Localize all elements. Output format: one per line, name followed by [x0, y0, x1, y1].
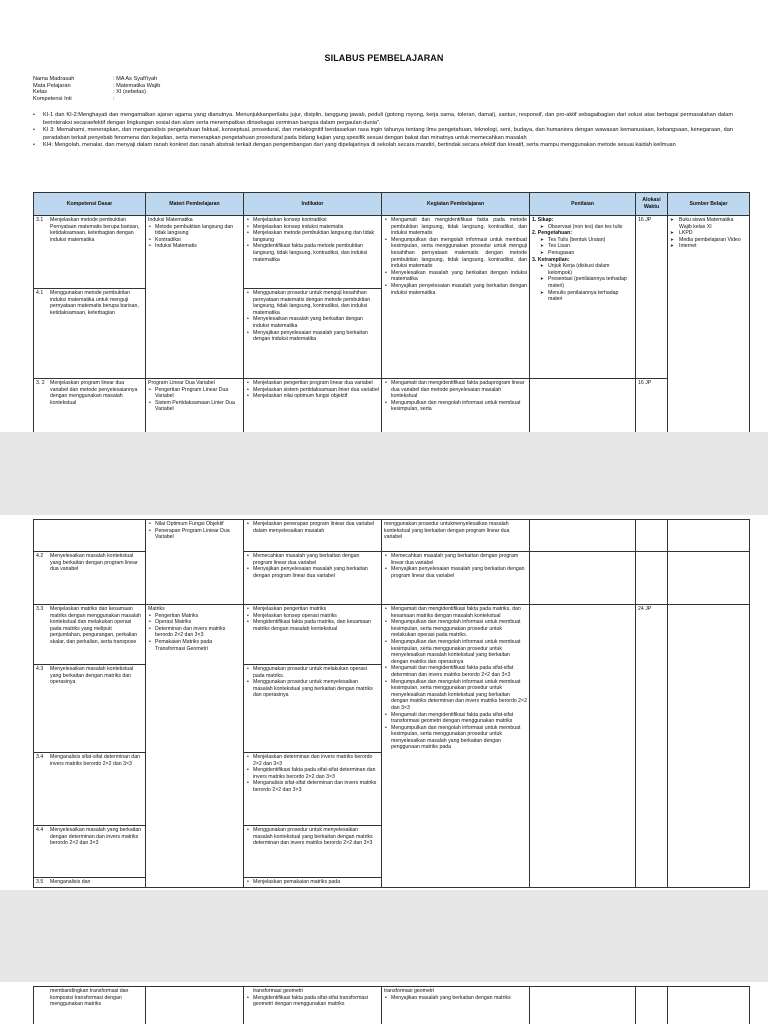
penilaian-heading: Pengetahuan: [537, 230, 573, 237]
kegiatan-item: • Mengumpulkan dan mengolah informasi untuk membuat kesimpulan, serta menggunakan prosedur untuk menguji kesahihan pernyataan matematis dengan metode pembuktian langsung, tidak langsung, kontradiksi, dan induksi matematis [391, 237, 527, 270]
indikator-item: • Menggunakan prosedur untuk menyelesaikan masalah kontekstual yang berkaitan dengan matriks dan operasinya [253, 679, 379, 699]
indikator-item: • Menggunakan prosedur untuk melakukan operasi pada matriks. [253, 666, 379, 679]
materi-item: • Pengertian Matriks [155, 613, 241, 620]
indikator-item: • Menjelaskan pengertian matriks [253, 606, 379, 613]
kd-text: Menyelesaikan masalah kontekstual yang berkaitan dengan program linear dua variabel [50, 553, 138, 573]
kd-text: Menganalisis dan [50, 879, 91, 885]
materi-item: • Pemakaian Matriks pada Transformasi Geometri [155, 639, 241, 652]
indikator-item: • Menganalisis sifat-sifat determinan dan invers matriks berordo 2×2 dan 3×3 [253, 780, 379, 793]
penilaian-number: 3. [532, 256, 537, 263]
penilaian-item: ➤ Tes Lisan [548, 243, 633, 250]
meta-value: : [113, 95, 115, 102]
indikator-item: • Menjelaskan pengertian program linear dua variabel [253, 380, 379, 387]
indikator-item: • Menjelaskan penerapan program liniear dua variabel dalam menyelesaikan masalah [253, 521, 379, 534]
sumber-item: ➤ Internet [679, 243, 747, 250]
kd-text: Menganalisis sifat-sifat determinan dan invers matriks berordo 2×2 dan 3×3 [50, 754, 140, 767]
kd-number: 3. 2 [36, 380, 45, 386]
meta-value: : MA As Syafi'iyah [113, 76, 158, 82]
table-row [34, 552, 750, 605]
syllabus-table-continued [33, 519, 750, 888]
penilaian-item: ➤ Presentasi (penilaiannya terhadap materi) [548, 276, 633, 289]
kegiatan-item: • Mengumpulkan dan mengolah informasi untuk membuat kesimpulan, serta menggunakan prosedur untuk menyelesaikan masalah yang berkaitan dengan penggunaan matriks pada [391, 725, 527, 751]
indikator-item: • Menggunakan prosedur untuk menyelesaikan masalah kontekstual yang berkaitan dengan matriks determinan dan invers matriks berordo 2×2 dan 3×3 [253, 827, 379, 847]
kegiatan-item: • Memecahkan masalah yang berkaitan dengan program linear dua variabel [391, 553, 527, 566]
penilaian-list [532, 217, 633, 303]
meta-label: Kelas [33, 89, 47, 96]
kegiatan-item: • Menyelesaikan masalah yang berkaitan dengan induksi matematika [391, 270, 527, 283]
penilaian-heading: Ketrampilan: [537, 256, 570, 263]
meta-label: Nama Madrasah [33, 76, 75, 82]
indikator-item: • Mengidentifikasi fakta pada metode pembuktian langsung, tidak langsung, kontradiksi, dan induksi matematika [253, 243, 379, 263]
kegiatan-text: transformasi geometri [384, 988, 435, 994]
indikator-item: • Menjelaskan sistem pertidaksamaan linier dua variabel [253, 387, 379, 394]
kegiatan-item: • Menyajikan masalah yang berkaitan dengan matriks [391, 995, 527, 1002]
penilaian-item: ➤ Penugasan [548, 250, 633, 257]
ki-item: • KI4: Mengolah, menalar, dan menyaji dalam ranah konkret dan ranah abstrak terkait dengan pengembangan dari yang dipelajarinya di sekolah secara mandiri, bertindak secara efektif dan kreatif, serta mampu menggunakan metode sesuai kaidah keilmuan [33, 142, 733, 150]
kegiatan-text: menggunakan prosedur untukmenyelesaikan masalah kontekstual yang berkaitan dengan program linear dua variabel [382, 520, 530, 552]
table-header-row [34, 193, 750, 216]
column-header: Materi Pembelajaran [146, 193, 244, 216]
table-row [34, 987, 750, 1024]
kegiatan-item: • Mengamati dan mengidentifikasi fakta pada sifat-sifat transformasi geometri dengan menggunakan matriks [391, 712, 527, 725]
indikator-item: • Memecahkan masalah yang berkaitan dengan program linear dua variabel [253, 553, 379, 566]
indikator-item: • Mengidentifikasi fakta pada sifat-sifat transformasi geometri dengan menggunakan matriks [253, 995, 379, 1008]
column-header: Kegiatan Pembelajaran [382, 193, 530, 216]
page-1 [0, 0, 768, 432]
column-header: Alokasi Waktu [636, 193, 668, 216]
kd-number: 4.3 [36, 666, 44, 672]
column-header: Kompetensi Dasar [34, 193, 146, 216]
indikator-item: • Menjelaskan konsep operasi matriks [253, 613, 379, 620]
kd-text: Menggunakan metode pembuktian induksi matematika untuk menguji pernyataan matematis berupa barisan, ketidaksamaan, keterbagian [50, 290, 139, 316]
materi-item: • Sistem Pertidaksamaan Linier Dua Variabel [155, 400, 241, 413]
kd-number: 3.1 [36, 217, 44, 223]
kegiatan-item: • Mengumpulkan dan mengolah informasi untuk membuat kesimpulan, serta menggunakan prosedur untuk melakukan operasi pada matriks. [391, 619, 527, 639]
materi-title: Induksi Matematika [148, 217, 193, 223]
materi-item: • Kontradiksi [155, 237, 241, 244]
kd-text: Menjelaskan matriks dan kesamaan matriks dengan menggunakan masalah kontekstual dan melakukan operasi pada matriks yang meliputi penjumlahan, pengurangan, perkalian skalar, dan perkalian, serta transpose [50, 606, 141, 645]
materi-title: Program Linear Dua Variabel [148, 380, 215, 386]
sumber-item: ➤ Buku siswa Matematika Wajib kelas XI [679, 217, 747, 230]
kegiatan-item: • Mengamati dan mengidentifikasi fakta padaprogram linear dua variabel dan metode penyelesaian masalah kontekstual [391, 380, 527, 400]
kd-number: 3.5 [36, 879, 44, 885]
indikator-item: • Menjelaskan konsep kontradiksi [253, 217, 379, 224]
meta-value: : XI (sebelas) [113, 89, 146, 96]
kd-text: Menyelesaikan masalah kontekstual yang berkaitan dengan matriks dan operasinya [50, 666, 134, 686]
materi-item: • Pengertian Program Linear Dua Variabel [155, 387, 241, 400]
identity-block [33, 76, 160, 102]
materi-item: • Induksi Matematis [155, 243, 241, 250]
ki-item: • KI-1 dan KI-2:Menghayati dan mengamalkan ajaran agama yang dianutnya. Menunjukkanperilaku jujur, disiplin, tanggung jawab, peduli (gotong royong, kerja sama, toleran, damai), santun, responsif, dan pro-aktif sebagaibagian dari solusi atas berbagai permasalahan dalam berinteraksi secaraefektif dengan lingkungan sosial dan alam serta menempatkan dirisebagai cerminan bangsa dalam pergaulan dunia". [33, 112, 733, 127]
table-row [34, 216, 750, 289]
materi-title: Matriks [148, 606, 165, 612]
kd-text: Menjelaskan metode pembuktian Pernyataan matematis berupa barisan, ketidaksamaan, keterbagian dengan induksi matematika [50, 217, 140, 243]
kompetensi-inti-list [33, 112, 733, 150]
penilaian-item: ➤ Unjuk Kerja (diskusi dalam kelompok) [548, 263, 633, 276]
meta-value: : Matematika Wajib [113, 82, 161, 89]
indikator-item: • Menjelaskan pemakaian matriks pada [253, 879, 379, 886]
alokasi-waktu: 16 JP [636, 379, 668, 433]
column-header: Penilaian [530, 193, 636, 216]
penilaian-heading: Sikap: [537, 217, 554, 223]
indikator-item: • Menjelaskan konsep induksi matematis [253, 224, 379, 231]
alokasi-waktu: 24 JP [636, 605, 668, 888]
page-2 [0, 515, 768, 890]
materi-item: • Determinan dan invers matriks berordo 2×2 dan 3×3 [155, 626, 241, 639]
kd-number: 4.2 [36, 553, 44, 559]
syllabus-table-continued [33, 986, 750, 1024]
indikator-item: • Menyelesaikan masalah yang berkaitan dengan induksi matematika [253, 316, 379, 329]
kegiatan-item: • Mengamati dan mengidentifikasi fakta pada metode pembuktian langsung, tidak langsung, kontradiksi, dan induksi matematis [391, 217, 527, 237]
column-header: Sumber Belajar [668, 193, 750, 216]
alokasi-waktu: 16 JP [636, 216, 668, 379]
kegiatan-item: • Mengamati dan mengidentifikasi fakta pada matriks, dan kesamaan matriks dengan masalah kontekstual [391, 606, 527, 619]
penilaian-item: ➤ Observasi (non tes) dan tes tulis [548, 224, 633, 231]
indikator-item: • Menjelaskan determinan dan invers matriks berordo 2×2 dan 3×3 [253, 754, 379, 767]
kd-number: 4.4 [36, 827, 44, 833]
table-row [34, 520, 750, 552]
sumber-item: ➤ Media pembelajaran Video [679, 237, 747, 244]
page-title: SILABUS PEMBELAJARAN [324, 53, 444, 63]
column-header: Indikator [244, 193, 382, 216]
table-row [34, 605, 750, 665]
kegiatan-item: • Mengumpulkan dan mengolah informasi untuk membuat kesimpulan, serta [391, 400, 527, 413]
indikator-item: • Menjelaskan metode pembuktian langsung dan tidak langsung [253, 230, 379, 243]
indikator-item: • Mengidentifikasi fakta pada matriks, dan kesamaan matriks dengan masalah kontekstual [253, 619, 379, 632]
kd-text: membandingkan transformasi dan komposisi transformasi dengan menggunakan matriks [50, 988, 129, 1008]
kd-number: 4.1 [36, 290, 44, 296]
penilaian-number: 2. [532, 230, 537, 237]
indikator-item: • Menjelaskan nilai optimum fungsi objektif [253, 393, 379, 400]
syllabus-table [33, 192, 750, 432]
indikator-item: • Menggunakan prosedur untuk menguji kesahihan pernyataan matematis dengan metode pembuktian langsung, tidak langsung, kontradiksi, dan induksi matematika [253, 290, 379, 316]
ki-item: • KI 3: Memahami, menerapkan, dan menganalisis pengetahuan faktual, konseptual, prosedural, dan metakognitif berdasarkan rasa ingin tahunya tentang ilmu pengetahuan, teknologi, seni, budaya, dan humaniora dengan wawasan kemanusiaan, kebangsaan, kenegaraan, dan peradaban terkait penyebab fenomena dan kejadian, serta menerapkan pengetahuan prosedural pada bidang kajian yang spesifik sesuai dengan bakat dan minatnya untuk memecahkan masalah [33, 127, 733, 142]
page-3 [0, 982, 768, 1024]
kd-number: 3.4 [36, 754, 44, 760]
materi-item: • Nilai Optimum Fungsi Objektif [155, 521, 241, 528]
meta-label: Kompetensi Inti [33, 95, 72, 102]
indikator-text: transformasi geometri [253, 988, 304, 994]
penilaian-item: ➤ Tes Tulis (bentuk Uraian) [548, 237, 633, 244]
materi-item: • Metode pembuktian langsung dan tidak langsung [155, 224, 241, 237]
materi-item: • Operasi Matriks [155, 619, 241, 626]
meta-label: Mata Pelajaran [33, 82, 71, 89]
indikator-item: • Menyajikan penyelesaian masalah yang berkaitan dengan induksi matematika [253, 330, 379, 343]
kd-text: Menjelaskan program linear dua variabel dan metode penyelesaiannya dengan menggunakan masalah kontekstual [50, 380, 138, 406]
kegiatan-item: • Mengamati dan mengidentifikasi fakta pada sifat-sifat determinan dan invers matriks berordo 2×2 dan 3×3 [391, 665, 527, 678]
indikator-item: • Mengidentifikasi fakta pada sifat-sifat determinan dan invers matriks berordo 2×2 dan 3×3 [253, 767, 379, 780]
materi-item: • Penerapan Program Liniear Dua Variabel [155, 528, 241, 541]
indikator-item: • Menyajikan penyelesaian masalah yang berkaitan dengan program linear dua variabel [253, 566, 379, 579]
table-row [34, 379, 750, 433]
kegiatan-item: • Menyajikan penyelesaian masalah yang berkaitan dengan program linear dua variabel [391, 566, 527, 579]
kegiatan-item: • Mengumpulkan dan mengolah informasi untuk membuat kesimpulan, serta menggunakan prosedur untuk menyelesaikan masalah kontekstual yang berkaitan dengan matriks dan operasinya [391, 639, 527, 665]
penilaian-number: 1. [532, 217, 537, 223]
penilaian-item: ➤ Menulis penilaiannya terhadap materi [548, 290, 633, 303]
kegiatan-item: • Mengumpulkan dan mengolah informasi untuk membuat kesimpulan, serta menggunakan prosedur untuk menyelesaikan masalah kontekstual yang berkaitan dengan matriks determinan dan invers matriks berordo 2×2 dan 3×3 [391, 679, 527, 712]
kd-number: 3.3 [36, 606, 44, 612]
sumber-item: ➤ LKPD [679, 230, 747, 237]
kegiatan-item: • Menyajikan penyelesaian masalah yang berkaitan dengan induksi matematika [391, 283, 527, 296]
kd-text: Menyelesaikan masalah yang berkaitan dengan determinan dan invers matriks berordo 2×2 dan 3×3 [50, 827, 142, 847]
